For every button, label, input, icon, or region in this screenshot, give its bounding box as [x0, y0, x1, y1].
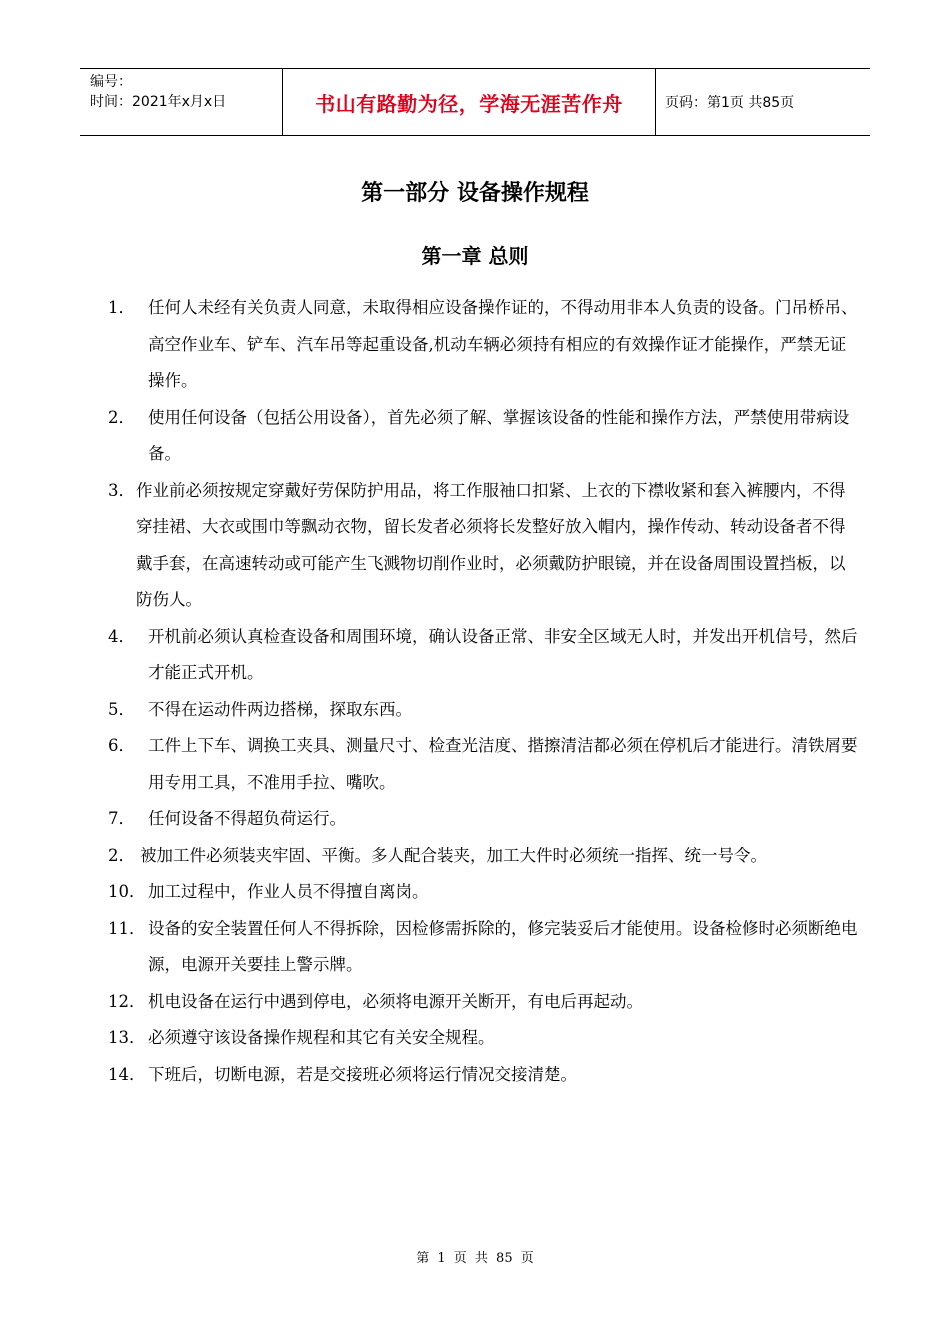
rule-number: 5．	[108, 699, 135, 719]
rule-item	[108, 619, 858, 692]
rule-text: 工件上下车、调换工夹具、测量尺寸、检查光洁度、揩擦清洁都必须在停机后才能进行。清铁屑要用专用工具，不准用手拉、嘴吹。	[148, 736, 858, 792]
date-label: 时间：2021年x月x日	[90, 94, 227, 110]
rule-text: 任何设备不得超负荷运行。	[148, 809, 346, 828]
rule-item	[108, 400, 858, 473]
number-label: 编号：	[90, 74, 132, 90]
rule-number: 10．	[108, 882, 146, 901]
motto-text: 书山有路勤为径，学海无涯苦作舟	[315, 91, 623, 116]
header-left-cell	[80, 69, 282, 135]
rule-item	[108, 874, 858, 911]
rule-number: 7．	[108, 809, 135, 828]
rule-text: 作业前必须按规定穿戴好劳保防护用品，将工作服袖口扣紧、上衣的下襟收紧和套入裤腰内，不得穿挂裙、大衣或围巾等飘动衣物，留长发者必须将长发整好放入帽内，操作传动、转动设备者不得戴手套，在高速转动或可能产生飞溅物切削作业时，必须戴防护眼镜，并在设备周围设置挡板，以防伤人。	[136, 480, 846, 609]
page-footer: 第 1 页 共 85 页	[416, 1251, 534, 1266]
rule-item	[108, 984, 858, 1021]
rule-number: 2．	[108, 845, 135, 865]
chapter-title: 第一章 总则	[421, 244, 529, 268]
rule-item	[108, 838, 858, 875]
rule-item	[108, 290, 858, 400]
rule-text: 使用任何设备（包括公用设备），首先必须了解、掌握该设备的性能和操作方法，严禁使用带病设备。	[148, 407, 850, 463]
rule-item	[108, 473, 858, 619]
rule-item	[108, 801, 858, 838]
rule-text: 下班后，切断电源，若是交接班必须将运行情况交接清楚。	[148, 1064, 577, 1084]
rule-number: 14．	[108, 1064, 146, 1084]
rule-number: 13．	[108, 1028, 146, 1047]
rule-number: 3．	[108, 480, 135, 500]
rule-item	[108, 728, 858, 801]
rule-item	[108, 1057, 858, 1094]
rule-text: 机电设备在运行中遇到停电，必须将电源开关断开，有电后再起动。	[148, 991, 643, 1011]
rule-number: 12．	[108, 991, 146, 1011]
rule-number: 6．	[108, 736, 135, 755]
header-page-info: 页码：第1页 共85页	[665, 95, 795, 111]
rule-text: 开机前必须认真检查设备和周围环境，确认设备正常、非安全区域无人时，并发出开机信号，然后才能正式开机。	[148, 626, 858, 682]
rules-list	[108, 290, 858, 1093]
rule-text: 被加工件必须装夹牢固、平衡。多人配合装夹，加工大件时必须统一指挥、统一号令。	[140, 845, 767, 865]
rule-text: 设备的安全装置任何人不得拆除，因检修需拆除的，修完装妥后才能使用。设备检修时必须断绝电源，电源开关要挂上警示牌。	[148, 918, 858, 974]
rule-number: 1．	[108, 298, 135, 317]
rule-item	[108, 911, 858, 984]
rule-number: 11．	[108, 918, 146, 938]
rule-text: 不得在运动件两边搭梯，探取东西。	[148, 699, 412, 719]
rule-item	[108, 692, 858, 729]
rule-text: 任何人未经有关负责人同意，未取得相应设备操作证的，不得动用非本人负责的设备。门吊桥吊、高空作业车、铲车、汽车吊等起重设备,机动车辆必须持有相应的有效操作证才能操作，严禁无证操作。	[148, 298, 858, 390]
header-motto-cell	[282, 69, 656, 135]
rule-text: 加工过程中，作业人员不得擅自离岗。	[148, 882, 429, 901]
rule-number: 2．	[108, 407, 135, 427]
page-header	[80, 68, 870, 136]
rule-item	[108, 1020, 858, 1057]
part-title: 第一部分 设备操作规程	[361, 180, 589, 206]
rule-text: 必须遵守该设备操作规程和其它有关安全规程。	[148, 1028, 495, 1047]
rule-number: 4．	[108, 626, 135, 646]
